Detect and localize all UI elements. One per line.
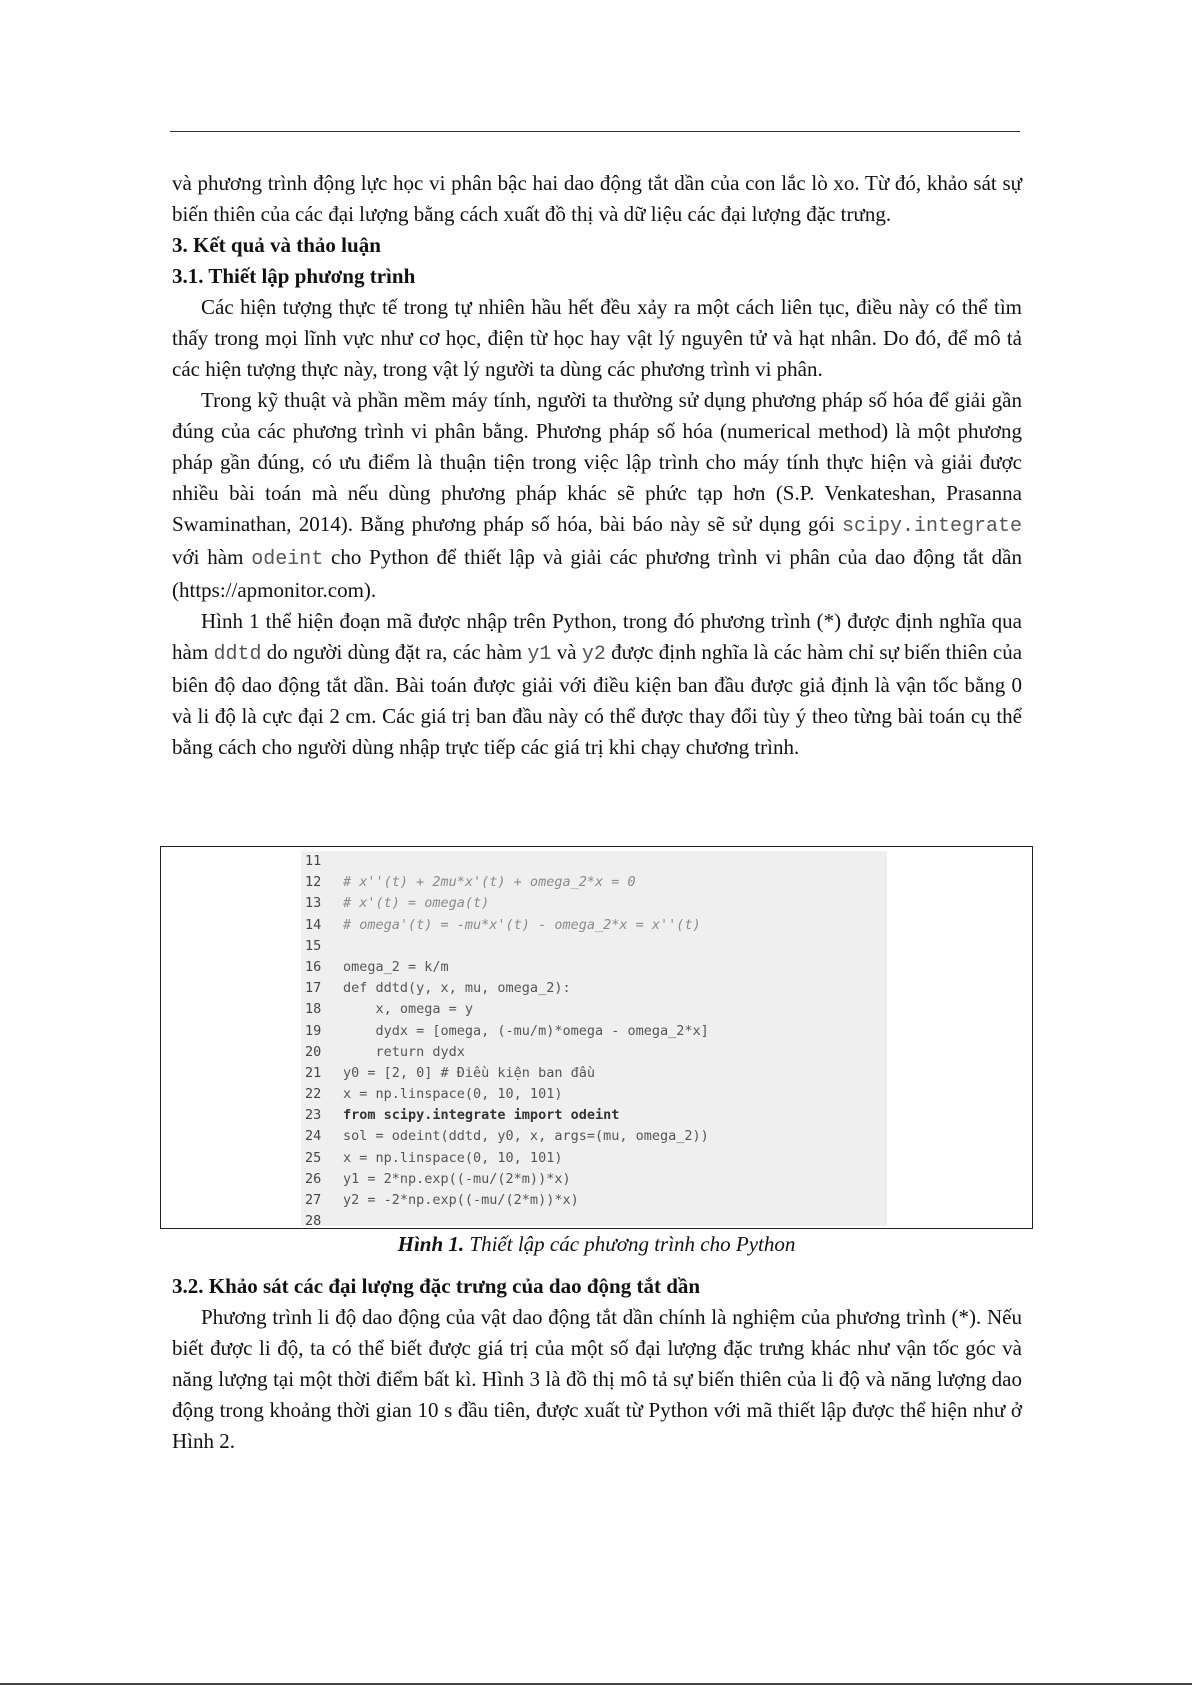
code-line: [301, 1105, 887, 1126]
paragraph-intro: và phương trình động lực học vi phân bậc hai dao động tắt dần của con lắc lò xo. Từ đó, khảo sát sự biến thiên của các đại lượng bằng cách xuất đồ thị và dữ liệu các đại lượng đặc trưng.: [172, 171, 1022, 226]
code-line-text: # x''(t) + 2mu*x'(t) + omega_2*x = 0: [343, 874, 636, 891]
code-line-number: 18: [305, 1001, 322, 1018]
code-line-text: x = np.linspace(0, 10, 101): [343, 1086, 563, 1103]
code-line-text: # x'(t) = omega(t): [343, 895, 490, 912]
code-line-number: 14: [305, 916, 322, 933]
code-line: [301, 1084, 887, 1105]
code-line-number: 26: [305, 1170, 322, 1187]
code-line-number: 23: [305, 1107, 322, 1124]
code-line: [301, 1190, 887, 1211]
code-line-text: x, omega = y: [343, 1001, 474, 1018]
body-text-top: [172, 168, 1022, 763]
header-rule: [170, 131, 1020, 132]
code-line: [301, 1148, 887, 1169]
code-line-number: 17: [305, 980, 322, 997]
paragraph-text: và: [556, 640, 577, 664]
paragraph-characteristics: Phương trình li độ dao động của vật dao động tắt dần chính là nghiệm của phương trình (*). Nếu biết được li độ, ta có thể biết được giá trị của một số đại lượng đặc trưng khác như vận tốc góc và năng lượng tại một thời điểm bất kì. Hình 3 là đồ thị mô tả sự biến thiên của li độ và năng lượng dao động trong khoảng thời gian 10 s đầu tiên, được xuất từ Python với mã thiết lập được thể hiện như ở Hình 2.: [172, 1305, 1022, 1453]
code-inline-function: ddtd: [213, 643, 262, 666]
figure-1-box: [160, 846, 1033, 1229]
code-line: [301, 1021, 887, 1042]
paragraph-phenomena: Các hiện tượng thực tế trong tự nhiên hầu hết đều xảy ra một cách liên tục, điều này có thể tìm thấy trong mọi lĩnh vực như cơ học, điện từ học hay vật lý nguyên tử và hạt nhân. Do đó, để mô tả các hiện tượng thực này, trong vật lý người ta dùng các phương trình vi phân.: [172, 295, 1022, 381]
code-line-text: # omega'(t) = -mu*x'(t) - omega_2*x = x''(t): [343, 916, 701, 933]
code-line-number: 24: [305, 1128, 322, 1145]
figure-caption-label: Hình 1.: [397, 1232, 465, 1256]
code-inline-y1: y1: [527, 643, 552, 666]
code-line: [301, 936, 887, 957]
code-line: [301, 851, 887, 872]
code-line-text: y1 = 2*np.exp((-mu/(2*m))*x): [343, 1170, 571, 1187]
paragraph-text: được định nghĩa là các hàm chỉ sự biến thiên của biên độ dao động tắt dần. Bài toán được giải với điều kiện ban đầu được giả định là vận tốc bằng 0 và li độ là cực đại 2 cm. Các giá trị ban đầu này có thể được thay đổi tùy ý theo từng bài toán cụ thể bằng cách cho người dùng nhập trực tiếp các giá trị khi chạy chương trình.: [172, 640, 1023, 759]
code-line-text: y2 = -2*np.exp((-mu/(2*m))*x): [343, 1192, 579, 1208]
code-inline-function: odeint: [251, 548, 324, 571]
code-line: [301, 893, 887, 914]
code-line-number: 27: [305, 1192, 322, 1208]
code-line-text: sol = odeint(ddtd, y0, x, args=(mu, omega_2)): [343, 1128, 709, 1145]
subsection-heading-3-2: 3.2. Khảo sát các đại lượng đặc trưng của dao động tắt dần: [172, 1274, 701, 1298]
subsection-heading-3-1: 3.1. Thiết lập phương trình: [172, 264, 416, 288]
code-line-number: 20: [305, 1043, 322, 1060]
code-line: [301, 872, 887, 893]
code-line: [301, 915, 887, 936]
code-line-number: 11: [305, 853, 322, 869]
body-text-bottom: [172, 1271, 1022, 1457]
code-line: [301, 957, 887, 978]
section-heading-3: 3. Kết quả và thảo luận: [172, 233, 381, 257]
code-line-text: from scipy.integrate import odeint: [343, 1107, 620, 1124]
code-inline-y2: y2: [581, 643, 606, 666]
code-screenshot: [301, 851, 887, 1230]
code-line-number: 25: [305, 1149, 322, 1166]
paragraph-text: Trong kỹ thuật và phần mềm máy tính, người ta thường sử dụng phương pháp số hóa để giải gần đúng của các phương trình vi phân bằng. Phương pháp số hóa (numerical method) là một phương pháp gần đúng, có ưu điểm là thuận tiện trong việc lập trình cho máy tính thực hiện và giải được nhiều bài toán mà nếu dùng phương pháp khác sẽ phức tạp hơn (S.P. Venkateshan, Prasanna Swaminathan, 2014). Bằng phương pháp số hóa, bài báo này sẽ sử dụng gói: [172, 388, 1022, 536]
code-line-text: omega_2 = k/m: [343, 958, 449, 975]
paragraph-text: Hình 1 thể hiện đoạn mã được nhập trên Python, trong đó phương trình (*) được định nghĩa qua hàm: [172, 609, 1022, 664]
code-line-number: 16: [305, 958, 322, 975]
paragraph-text: cho Python để thiết lập và giải các phương trình vi phân của dao động tắt dần (https://apmonitor.com).: [172, 545, 1022, 602]
code-line-number: 22: [305, 1086, 322, 1103]
code-line: [301, 999, 887, 1020]
code-line-number: 15: [305, 937, 322, 954]
code-line-number: 19: [305, 1022, 322, 1039]
paragraph-text: do người dùng đặt ra, các hàm: [266, 640, 523, 664]
paragraph-text: với hàm: [172, 545, 244, 569]
paragraph-figure-description: [172, 606, 1022, 763]
code-line-number: 28: [305, 1213, 322, 1230]
paragraph-numerical-method: [172, 385, 1022, 606]
figure-caption-text: Thiết lập các phương trình cho Python: [469, 1232, 796, 1256]
code-line: [301, 1063, 887, 1084]
code-line-text: def ddtd(y, x, mu, omega_2):: [343, 980, 571, 997]
code-line-text: y0 = [2, 0] # Điều kiện ban đầu: [343, 1064, 595, 1081]
code-line: [301, 978, 887, 999]
figure-caption: [160, 1230, 1033, 1258]
code-line-number: 12: [305, 874, 322, 891]
code-line-text: dydx = [omega, (-mu/m)*omega - omega_2*x]: [343, 1022, 709, 1039]
code-line-text: return dydx: [343, 1043, 465, 1060]
code-line-text: x = np.linspace(0, 10, 101): [343, 1149, 563, 1166]
code-line-number: 21: [305, 1064, 322, 1081]
code-line: [301, 1042, 887, 1063]
code-line-number: 13: [305, 895, 322, 912]
code-line: [301, 1126, 887, 1147]
code-inline-package: scipy.integrate: [841, 515, 1022, 538]
code-line: [301, 1169, 887, 1190]
